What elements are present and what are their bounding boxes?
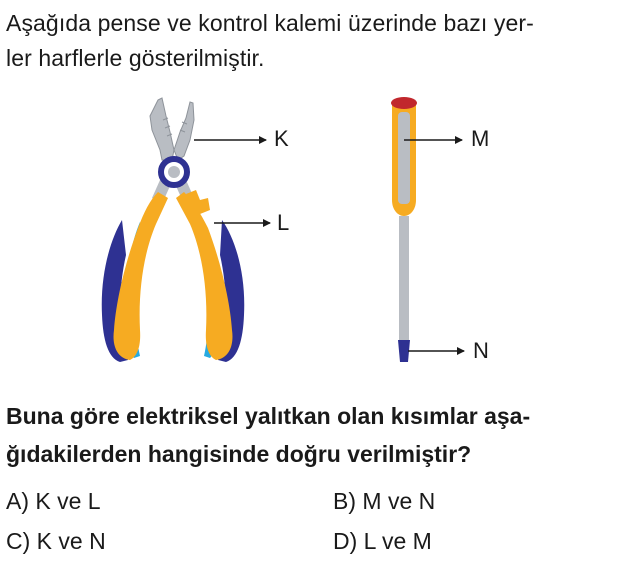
question-line-1: Buna göre elektriksel yalıtkan olan kısımlar aşa-	[6, 403, 531, 429]
pliers-illustration	[102, 98, 245, 362]
pliers-right-jaw	[174, 102, 194, 160]
intro-line-1: Aşağıda pense ve kontrol kalemi üzerinde bazı yer-	[6, 10, 534, 36]
intro-line-2: ler harflerle gösterilmiştir.	[6, 45, 265, 71]
option-c[interactable]: C) K ve N	[6, 528, 106, 554]
question-line-2: ğıdakilerden hangisinde doğru verilmiştir?	[6, 441, 472, 467]
label-m: M	[471, 126, 490, 151]
label-k: K	[274, 126, 289, 151]
screwdriver-illustration	[391, 97, 417, 362]
option-b[interactable]: B) M ve N	[333, 488, 436, 514]
screwdriver-window	[398, 112, 410, 204]
option-a[interactable]: A) K ve L	[6, 488, 101, 514]
option-d[interactable]: D) L ve M	[333, 528, 432, 554]
label-n: N	[473, 338, 489, 363]
question-text	[6, 397, 622, 473]
pliers-left-jaw	[150, 98, 174, 160]
screwdriver-shaft	[399, 216, 409, 340]
label-l: L	[277, 210, 290, 235]
screwdriver-cap	[391, 97, 417, 109]
